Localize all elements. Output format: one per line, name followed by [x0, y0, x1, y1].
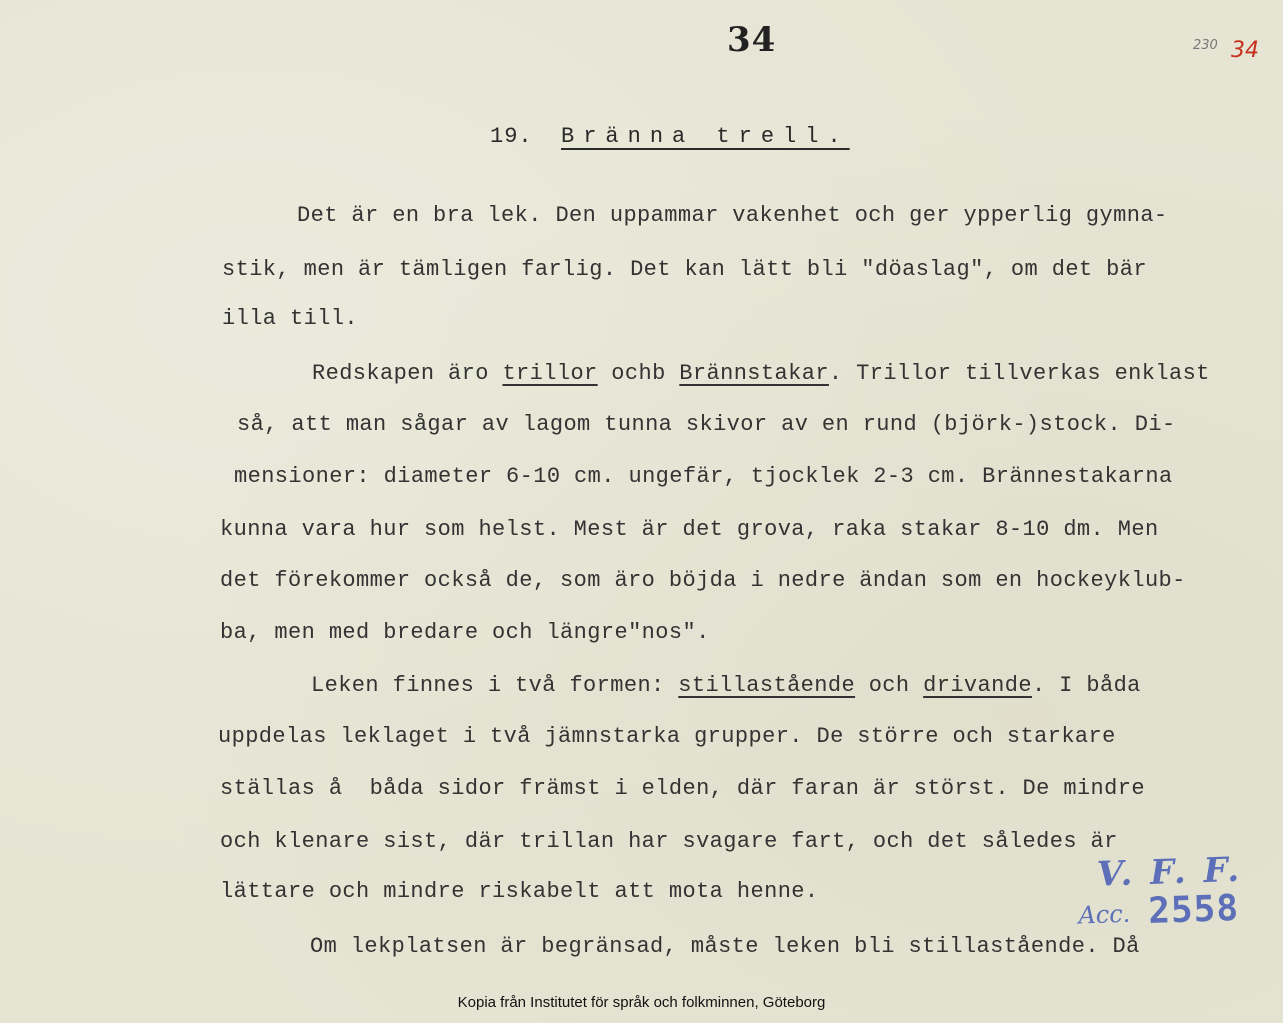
section-heading [490, 124, 850, 149]
text-segment: och [868, 673, 910, 698]
text-line: illa till. [222, 306, 359, 331]
heading-number: 19. [490, 124, 533, 149]
text-segment: . I båda [1031, 673, 1141, 698]
stamp-acc-label: Acc. [1077, 899, 1131, 930]
text-segment: ochb [611, 361, 666, 386]
text-segment: Redskapen äro [312, 361, 489, 386]
text-segment: Leken finnes i två formen: [311, 673, 665, 698]
text-line: mensioner: diameter 6-10 cm. ungefär, tjocklek 2-3 cm. Brännestakarna [234, 464, 1173, 489]
underlined-term: stillastående [678, 673, 856, 698]
text-line: Om lekplatsen är begränsad, måste leken bli stillastående. Då [310, 934, 1140, 959]
text-line: stik, men är tämligen farlig. Det kan lätt bli "döaslag", om det bär [222, 257, 1147, 282]
text-line: ba, men med bredare och längre"nos". [220, 620, 710, 645]
text-line: och klenare sist, där trillan har svagare fart, och det således är [220, 829, 1118, 854]
underlined-term: drivande [923, 673, 1032, 698]
text-line: Det är en bra lek. Den uppammar vakenhet och ger ypperlig gymna- [297, 203, 1168, 228]
text-line: ställas å båda sidor främst i elden, där faran är störst. De mindre [220, 776, 1145, 801]
text-line-composite [311, 673, 1141, 698]
stamp-institution: V. F. F. [1096, 849, 1243, 895]
text-line: så, att man sågar av lagom tunna skivor av en rund (björk-)stock. Di- [237, 412, 1176, 437]
underlined-term: Brännstakar [679, 361, 829, 386]
text-line-composite [312, 361, 1210, 386]
archive-number: 230 [1193, 38, 1218, 53]
text-line: kunna vara hur som helst. Mest är det grova, raka stakar 8-10 dm. Men [220, 517, 1159, 542]
archive-stamp [1076, 849, 1279, 956]
text-segment: . Trillor tillverkas enklast [828, 361, 1210, 386]
text-line: det förekommer också de, som äro böjda i nedre ändan som en hockeyklub- [220, 568, 1186, 593]
text-line: uppdelas leklaget i två jämnstarka grupper. De större och starkare [218, 724, 1116, 749]
text-line: lättare och mindre riskabelt att mota henne. [220, 879, 819, 904]
underlined-term: trillor [502, 361, 598, 386]
page-number: 34 [727, 20, 777, 60]
stamp-accession-number: 2558 [1147, 887, 1240, 933]
copy-footer: Kopia från Institutet för språk och folkminnen, Göteborg [457, 994, 826, 1011]
archive-number-red: 34 [1231, 38, 1259, 63]
heading-title: Bränna trell. [561, 124, 850, 149]
